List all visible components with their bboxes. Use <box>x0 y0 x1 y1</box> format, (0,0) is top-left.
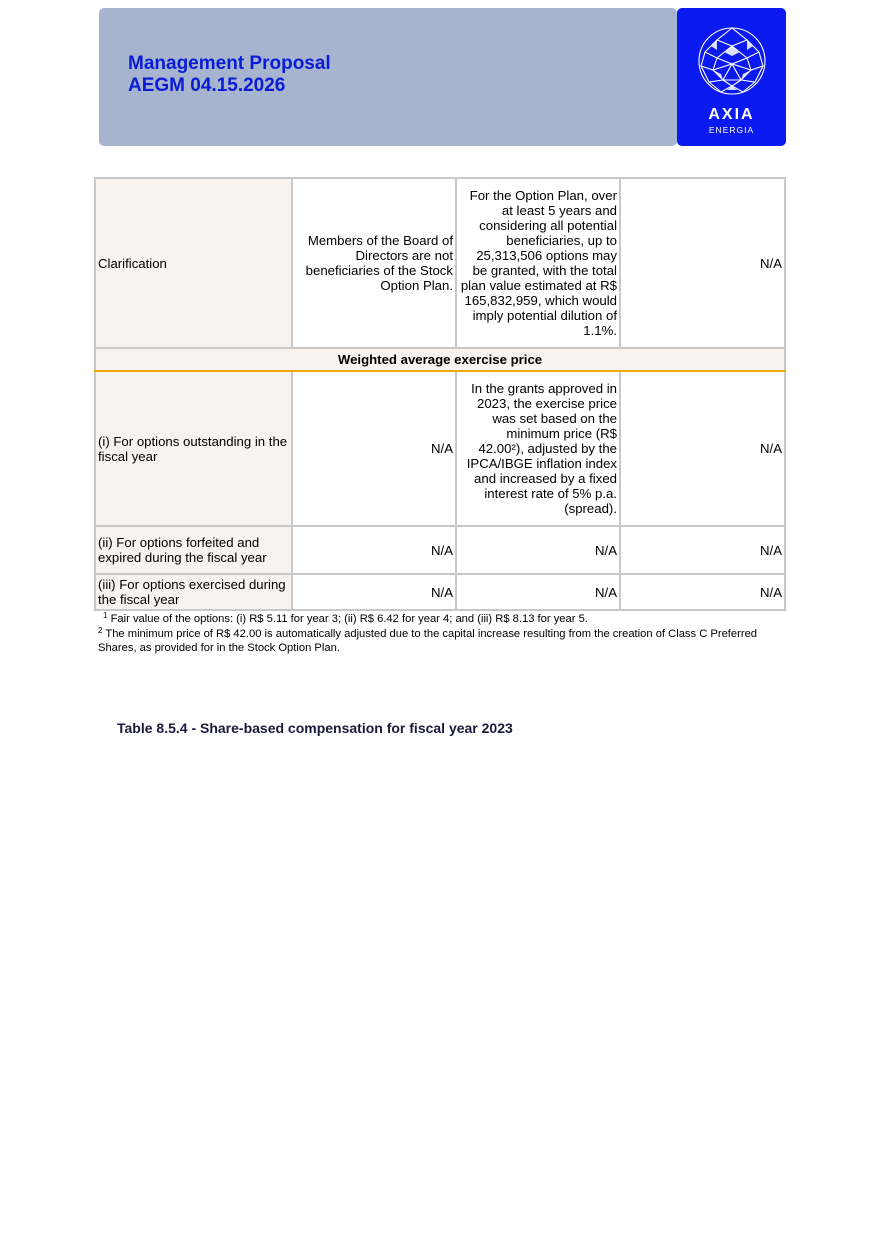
table-cell: N/A <box>620 178 785 348</box>
table-cell: N/A <box>620 574 785 610</box>
globe-logo-icon <box>697 26 767 96</box>
table-cell: N/A <box>292 526 456 574</box>
table-row-clarification <box>95 178 785 348</box>
table-cell: N/A <box>620 371 785 526</box>
table-cell: N/A <box>620 526 785 574</box>
section-title: Weighted average exercise price <box>95 348 785 371</box>
footnotes <box>98 612 778 656</box>
table-cell: In the grants approved in 2023, the exercise price was set based on the minimum price (R$ 42.00²), adjusted by the IPCA/IBGE inflation index and increased by a fixed interest rate of 5% p.a. (spread). <box>456 371 620 526</box>
table-row <box>95 574 785 610</box>
logo-subtitle: ENERGIA <box>708 125 755 135</box>
table-row <box>95 371 785 526</box>
table-cell: N/A <box>456 526 620 574</box>
footnote-marker: 1 <box>103 611 108 620</box>
title-line-2: AEGM 04.15.2026 <box>128 75 286 96</box>
footnote-2 <box>98 627 778 656</box>
footnote-1 <box>98 612 778 627</box>
table-row <box>95 526 785 574</box>
title-line-1: Management Proposal <box>128 53 331 74</box>
footnote-marker: 2 <box>98 625 103 635</box>
row-label: (ii) For options forfeited and expired during the fiscal year <box>95 526 292 574</box>
document-title <box>128 53 331 97</box>
row-label: Clarification <box>95 178 292 348</box>
logo-name: AXIA <box>708 106 755 123</box>
section-header-row <box>95 348 785 371</box>
footnote-text: The minimum price of R$ 42.00 is automatically adjusted due to the capital increase resulting from the creation of Class C Preferred Shares, as provided for in the Stock Option Plan. <box>98 627 758 654</box>
table-cell: Members of the Board of Directors are not beneficiaries of the Stock Option Plan. <box>292 178 456 348</box>
header-banner <box>99 8 677 146</box>
footnote-text: Fair value of the options: (i) R$ 5.11 for year 3; (ii) R$ 6.42 for year 4; and (iii) R$ 8.13 for year 5. <box>110 613 588 625</box>
company-logo <box>677 8 786 146</box>
row-label: (i) For options outstanding in the fiscal year <box>95 371 292 526</box>
table-cell: N/A <box>292 574 456 610</box>
compensation-table <box>94 177 786 611</box>
row-label: (iii) For options exercised during the fiscal year <box>95 574 292 610</box>
table-caption: Table 8.5.4 - Share-based compensation for fiscal year 2023 <box>117 720 513 736</box>
table-cell: N/A <box>456 574 620 610</box>
table-cell: N/A <box>292 371 456 526</box>
table-cell: For the Option Plan, over at least 5 years and considering all potential beneficiaries, up to 25,313,506 options may be granted, with the total plan value estimated at R$ 165,832,959, which would imply potential dilution of 1.1%. <box>456 178 620 348</box>
